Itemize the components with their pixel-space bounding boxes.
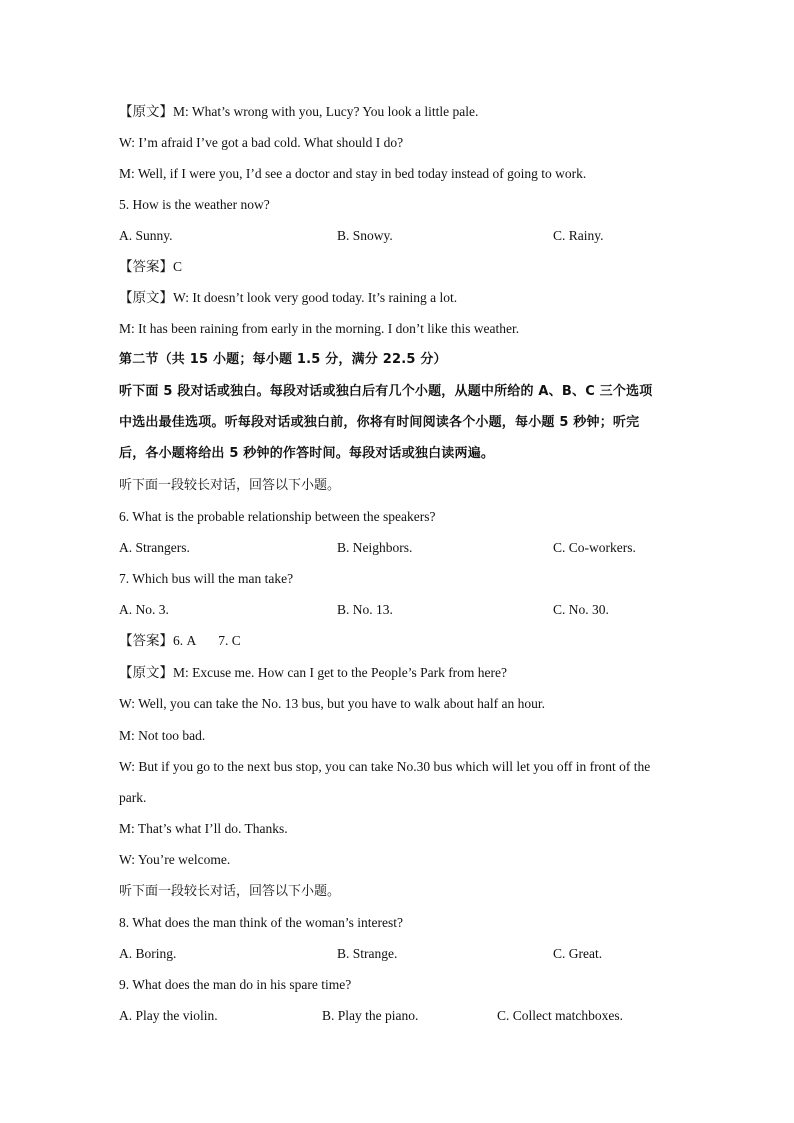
transcript-text: M: What’s wrong with you, Lucy? You look a little pale.	[173, 104, 479, 119]
q7-option-a: A. No. 3.	[119, 602, 169, 617]
transcript-line-2: W: I’m afraid I’ve got a bad cold. What should I do?	[119, 135, 404, 150]
q8-option-a: A. Boring.	[119, 946, 177, 961]
q6-option-c: C. Co-workers.	[553, 540, 636, 555]
transcript-text: M: Excuse me. How can I get to the People’s Park from here?	[173, 665, 508, 680]
question-8: 8. What does the man think of the woman’s interest?	[119, 915, 403, 930]
question-9: 9. What does the man do in his spare time?	[119, 977, 352, 992]
dialogue-line-4: W: But if you go to the next bus stop, you can take No.30 bus which will let you off in front of the	[119, 759, 651, 774]
dialogue-line-6: M: That’s what I’ll do. Thanks.	[119, 821, 288, 836]
answer-6-7	[119, 632, 241, 650]
q9-option-a: A. Play the violin.	[119, 1008, 218, 1023]
instructions-line-2: 中选出最佳选项。听每段对话或独白前，你将有时间阅读各个小题，每小题 5 秒钟；听完	[119, 415, 640, 430]
answer-6: 6. A	[173, 633, 197, 648]
q6-option-b: B. Neighbors.	[337, 540, 413, 555]
transcript-5-line-2: M: It has been raining from early in the morning. I don’t like this weather.	[119, 321, 520, 336]
transcript-tag: 【原文】	[119, 290, 173, 305]
dialogue-line-7: W: You’re welcome.	[119, 852, 231, 867]
dialogue-line-5: park.	[119, 790, 147, 805]
q9-option-b: B. Play the piano.	[322, 1008, 419, 1023]
instructions-line-1: 听下面 5 段对话或独白。每段对话或独白后有几个小题，从题中所给的 A、B、C 三个选项	[119, 384, 653, 399]
q5-option-c: C. Rainy.	[553, 228, 604, 243]
transcript-line-1	[119, 103, 478, 121]
section-2-heading: 第二节（共 15 小题；每小题 1.5 分，满分 22.5 分）	[119, 352, 447, 367]
instructions-line-3: 后，各小题将给出 5 秒钟的作答时间。每段对话或独白读两遍。	[119, 446, 495, 461]
answer-tag: 【答案】	[119, 633, 173, 648]
q7-option-c: C. No. 30.	[553, 602, 609, 617]
transcript-6-7	[119, 664, 507, 682]
dialogue-line-2: W: Well, you can take the No. 13 bus, but you have to walk about half an hour.	[119, 696, 545, 711]
transcript-line-3: M: Well, if I were you, I’d see a doctor and stay in bed today instead of going to work.	[119, 166, 587, 181]
answer-5	[119, 258, 182, 276]
transcript-5	[119, 289, 457, 307]
q8-option-c: C. Great.	[553, 946, 603, 961]
answer-7: 7. C	[218, 633, 241, 648]
listen-prompt-2: 听下面一段较长对话，回答以下小题。	[119, 884, 341, 899]
transcript-tag: 【原文】	[119, 104, 173, 119]
answer-tag: 【答案】	[119, 259, 173, 274]
question-6: 6. What is the probable relationship between the speakers?	[119, 509, 436, 524]
q9-option-c: C. Collect matchboxes.	[497, 1008, 623, 1023]
transcript-tag: 【原文】	[119, 665, 173, 680]
listen-prompt-1: 听下面一段较长对话，回答以下小题。	[119, 478, 341, 493]
answer-text: C	[173, 259, 183, 274]
q7-option-b: B. No. 13.	[337, 602, 393, 617]
question-5: 5. How is the weather now?	[119, 197, 270, 212]
dialogue-line-3: M: Not too bad.	[119, 728, 206, 743]
q6-option-a: A. Strangers.	[119, 540, 190, 555]
q8-option-b: B. Strange.	[337, 946, 398, 961]
transcript-text: W: It doesn’t look very good today. It’s raining a lot.	[173, 290, 458, 305]
q5-option-a: A. Sunny.	[119, 228, 173, 243]
question-7: 7. Which bus will the man take?	[119, 571, 294, 586]
q5-option-b: B. Snowy.	[337, 228, 393, 243]
